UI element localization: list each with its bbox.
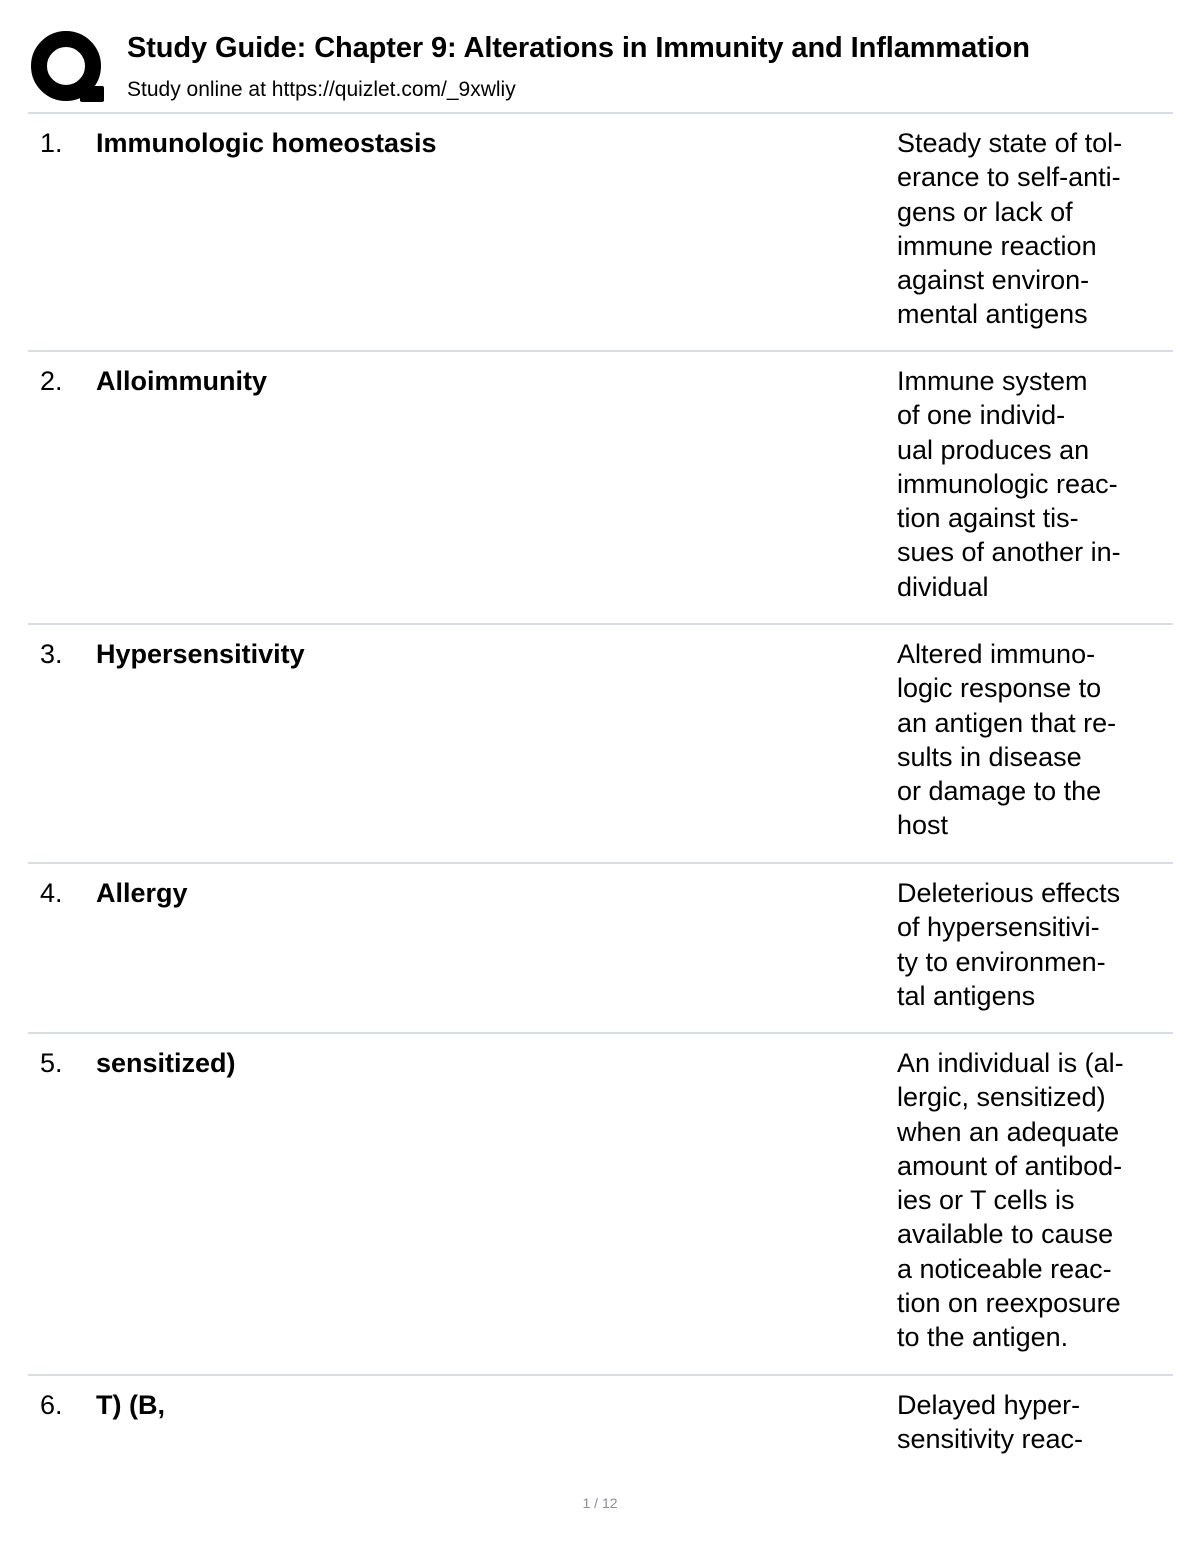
definition-line: sults in disease (897, 741, 1082, 772)
card-definition (897, 637, 1159, 843)
document-header (0, 0, 1200, 112)
card-definition (897, 364, 1159, 604)
definition-line: logic response to (897, 673, 1102, 704)
card-number: 4. (40, 878, 63, 908)
definition-line: ual produces an (897, 434, 1090, 465)
definition-line: mental antigens (897, 299, 1088, 330)
definition-line: An individual is (al- (897, 1048, 1124, 1078)
definition-line: ty to environmen- (897, 946, 1106, 977)
definition-line: tion against tis- (897, 503, 1079, 534)
card-term: Immunologic homeostasis (96, 128, 437, 158)
card-number: 5. (40, 1048, 63, 1078)
definition-line: host (897, 810, 949, 841)
definition-line: or damage to the (897, 776, 1102, 807)
page-title: Study Guide: Chapter 9: Alterations in Immunity and Inflammation (127, 32, 1030, 64)
definition-line: tion on reexposure (897, 1288, 1121, 1319)
definition-line: available to cause (897, 1219, 1114, 1250)
card-number: 2. (40, 366, 63, 396)
page-indicator: 1 / 12 (582, 1495, 618, 1511)
definition-line: a noticeable reac- (897, 1253, 1112, 1284)
card-definition (897, 126, 1159, 332)
definition-line: erance to self-anti- (897, 162, 1121, 193)
definition-line: against environ- (897, 265, 1090, 296)
card-definition (897, 1388, 1159, 1457)
definition-line: an antigen that re- (897, 707, 1117, 738)
definition-line: Immune system (897, 366, 1088, 396)
definition-line: ies or T cells is (897, 1185, 1075, 1216)
flashcard-row (28, 625, 1173, 864)
definition-line: sues of another in- (897, 537, 1121, 568)
definition-line: immunologic reac- (897, 468, 1118, 499)
definition-line: Altered immuno- (897, 639, 1096, 669)
card-number: 1. (40, 128, 63, 158)
definition-line: tal antigens (897, 980, 1036, 1011)
flashcard-row (28, 114, 1173, 352)
definition-line: when an adequate (897, 1116, 1120, 1147)
card-term: sensitized) (96, 1048, 236, 1078)
card-term: Alloimmunity (96, 366, 268, 396)
card-term: Hypersensitivity (96, 639, 305, 669)
card-number: 3. (40, 639, 63, 669)
flashcard-row (28, 1376, 1173, 1476)
card-definition (897, 1046, 1159, 1355)
definition-line: gens or lack of (897, 196, 1073, 227)
definition-line: to the antigen. (897, 1322, 1069, 1353)
definition-line: of one individ- (897, 400, 1066, 431)
flashcard-row (28, 864, 1173, 1034)
flashcard-row (28, 352, 1173, 625)
definition-line: amount of antibod- (897, 1150, 1123, 1181)
flashcard-list (28, 114, 1173, 1476)
quizlet-logo-icon (30, 30, 106, 106)
definition-line: of hypersensitivi- (897, 912, 1100, 943)
definition-line: Steady state of tol- (897, 128, 1123, 158)
card-term: T) (B, (96, 1390, 165, 1420)
card-definition (897, 876, 1159, 1013)
card-term: Allergy (96, 878, 188, 908)
definition-line: dividual (897, 571, 989, 602)
flashcard-row (28, 1034, 1173, 1376)
definition-line: sensitivity reac- (897, 1424, 1084, 1455)
definition-line: Delayed hyper- (897, 1390, 1081, 1420)
definition-line: lergic, sensitized) (897, 1082, 1106, 1113)
definition-line: Deleterious effects (897, 878, 1121, 908)
definition-line: immune reaction (897, 230, 1097, 261)
study-online-link[interactable]: Study online at https://quizlet.com/_9xwliy (127, 78, 516, 101)
card-number: 6. (40, 1390, 63, 1420)
